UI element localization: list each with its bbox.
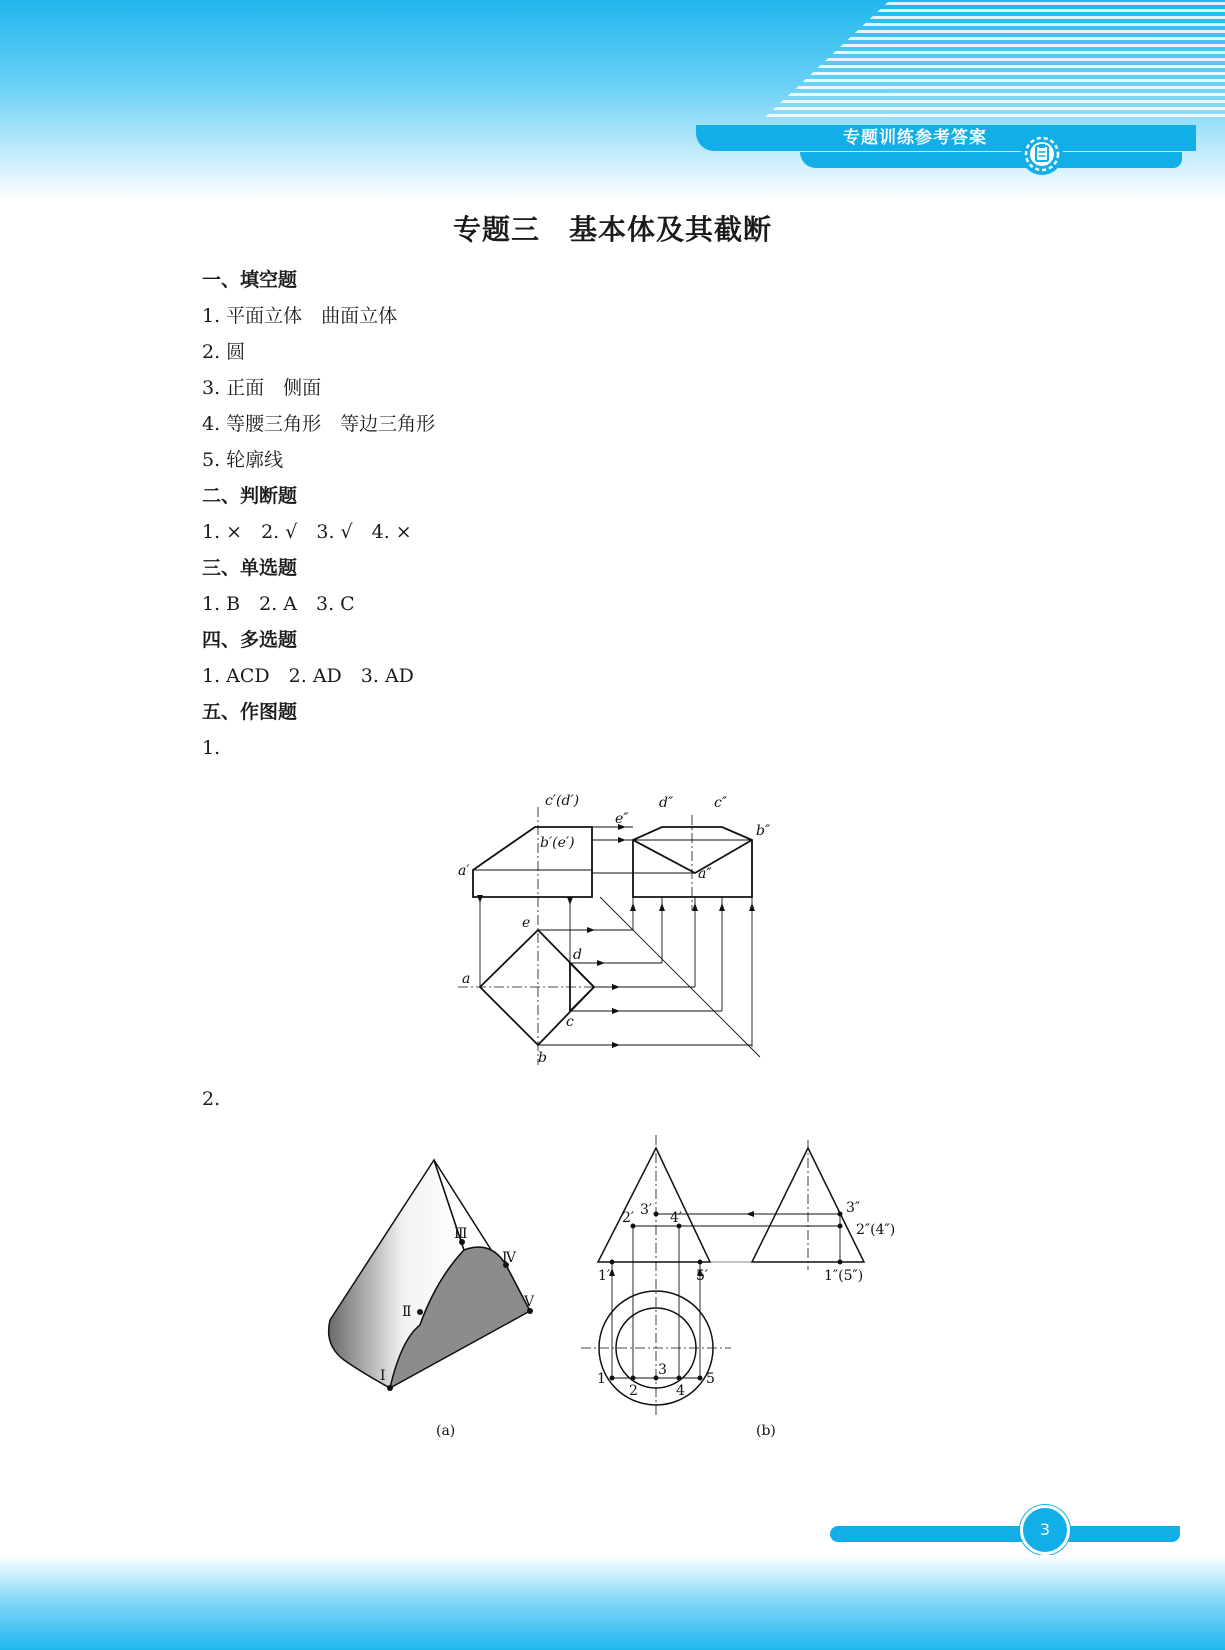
label-c-d-prime: c′(d′) — [545, 793, 580, 809]
page-number: 3 — [1020, 1505, 1070, 1555]
section-heading-drawing: 五、作图题 — [202, 701, 298, 723]
section-heading-single-choice: 三、单选题 — [202, 557, 298, 579]
label-d: d — [573, 947, 582, 963]
footer-bar — [830, 1526, 1180, 1542]
label-b-e-prime: b′(e′) — [540, 835, 575, 851]
label-b: b — [538, 1050, 547, 1065]
point-label-1-prime: 1′ — [598, 1268, 611, 1284]
answer-line: 1. B 2. A 3. C — [202, 593, 355, 615]
answer-line: 2. 圆 — [202, 341, 246, 363]
header-tab-lower — [800, 152, 1182, 168]
point-label-3-prime: 3′ — [640, 1202, 653, 1218]
point-label-3: 3 — [658, 1362, 667, 1378]
label-a-prime: a′ — [458, 863, 470, 879]
caption-b: (b) — [756, 1423, 776, 1439]
roman-label-II: Ⅱ — [402, 1304, 412, 1320]
label-e: e — [522, 915, 531, 931]
projection-figure-1 — [440, 785, 785, 1065]
label-a: a — [462, 971, 471, 987]
header-stripes — [760, 0, 1225, 122]
point-label-1: 1 — [597, 1371, 606, 1387]
section-heading-true-false: 二、判断题 — [202, 485, 298, 507]
answer-content — [202, 262, 1102, 766]
cone-section-figure — [326, 1130, 900, 1445]
section-heading-multiple-choice: 四、多选题 — [202, 629, 298, 651]
point-label-2-prime: 2′ — [622, 1210, 635, 1226]
point-label-5: 5 — [706, 1371, 715, 1387]
item-2-label: 2. — [202, 1088, 221, 1110]
caption-a: (a) — [436, 1423, 456, 1439]
roman-label-I: Ⅰ — [380, 1368, 386, 1384]
roman-label-IV: Ⅳ — [502, 1250, 516, 1266]
label-c-double-prime: c″ — [714, 795, 728, 811]
roman-label-V: Ⅴ — [524, 1294, 535, 1310]
point-label-4: 4 — [676, 1383, 685, 1399]
footer-background — [0, 1555, 1225, 1650]
point-label-1-5-double-prime: 1″(5″) — [824, 1268, 864, 1284]
answer-line: 3. 正面 侧面 — [202, 377, 322, 399]
point-label-2-4-double-prime: 2″(4″) — [856, 1222, 896, 1238]
answer-line: 1. ACD 2. AD 3. AD — [202, 665, 414, 687]
answer-line: 5. 轮廓线 — [202, 449, 284, 471]
answer-line: 1. × 2. √ 3. √ 4. × — [202, 521, 412, 543]
header-label: 专题训练参考答案 — [843, 128, 987, 148]
label-b-double-prime: b″ — [756, 823, 771, 839]
point-label-2: 2 — [629, 1383, 638, 1399]
roman-label-III: Ⅲ — [454, 1226, 468, 1242]
point-label-5-prime: 5′ — [696, 1268, 709, 1284]
point-label-3-double-prime: 3″ — [846, 1200, 861, 1216]
label-a-double-prime: a″ — [698, 866, 712, 882]
label-e-double-prime: e″ — [615, 811, 629, 827]
point-label-4-prime: 4′ — [670, 1210, 683, 1226]
section-heading-fill-blank: 一、填空题 — [202, 269, 298, 291]
label-c: c — [566, 1014, 574, 1030]
page-title: 专题三 基本体及其截断 — [452, 213, 772, 246]
label-d-double-prime: d″ — [659, 795, 674, 811]
answer-line: 1. 平面立体 曲面立体 — [202, 305, 398, 327]
answer-line: 4. 等腰三角形 等边三角形 — [202, 413, 436, 435]
answer-line: 1. — [202, 737, 221, 759]
gear-clipboard-icon — [1017, 132, 1067, 182]
